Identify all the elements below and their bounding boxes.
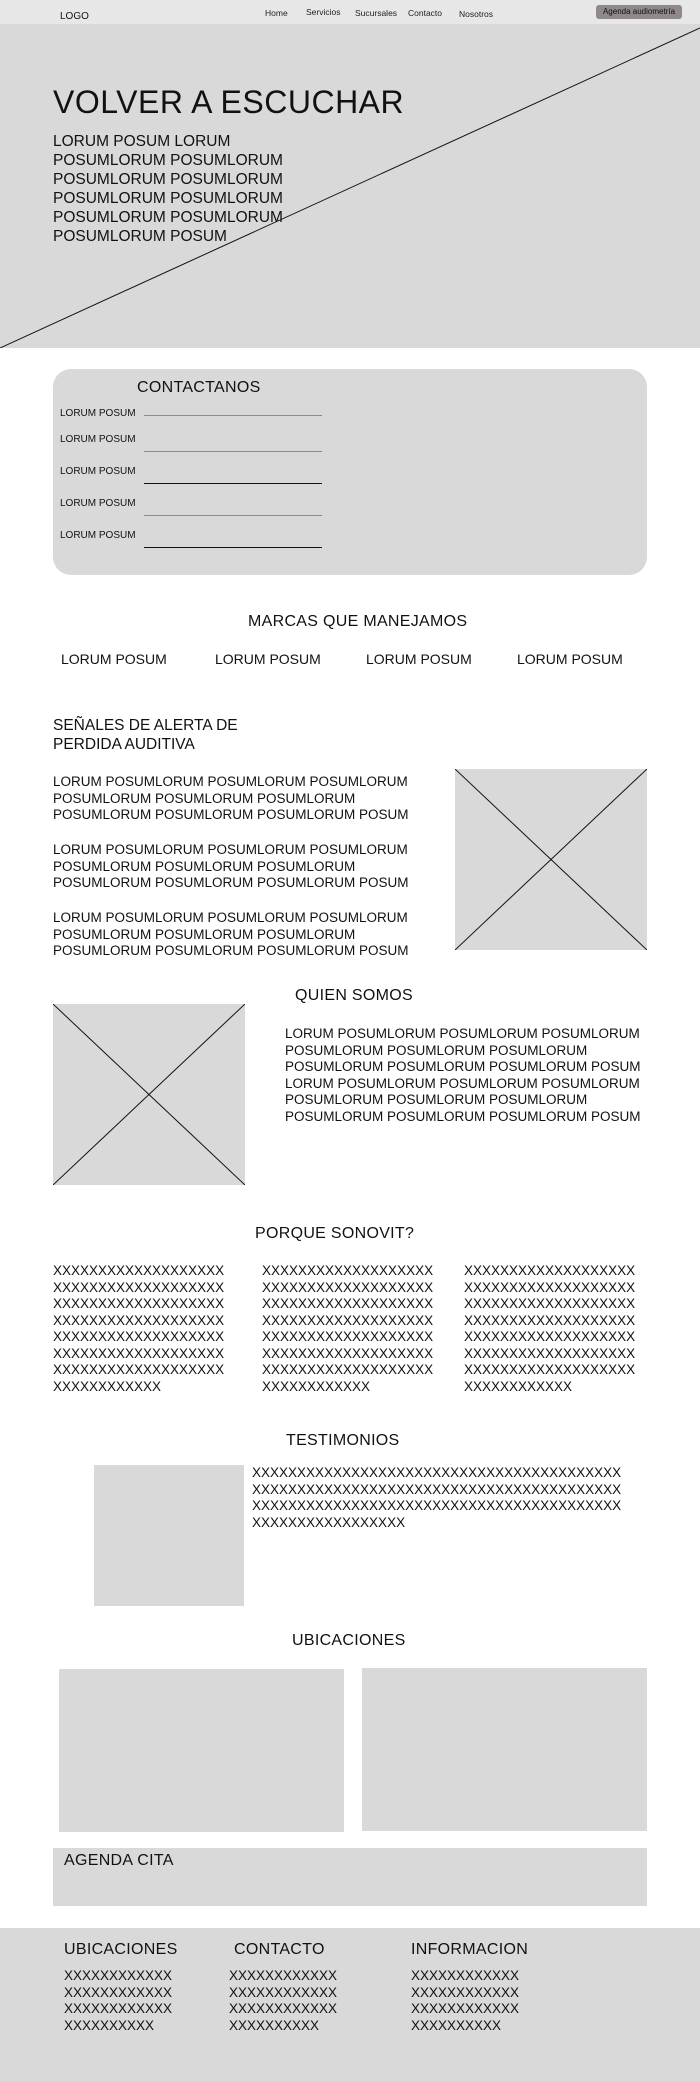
contact-field-input[interactable] <box>144 415 322 416</box>
nav-link-home[interactable]: Home <box>265 8 288 18</box>
footer-link[interactable]: XXXXXXXXXX <box>229 2017 320 2033</box>
about-image-placeholder <box>53 1004 245 1185</box>
nav-link-nosotros[interactable]: Nosotros <box>459 9 494 19</box>
hero-line: POSUMLORUM POSUMLORUM <box>53 190 283 207</box>
footer-column-title: UBICACIONES <box>64 1941 178 1958</box>
about-section-title: QUIEN SOMOS <box>295 987 413 1004</box>
footer-link[interactable]: XXXXXXXXXXXX <box>64 2001 173 2016</box>
nav-link-sucursales[interactable]: Sucursales <box>355 8 398 18</box>
testimonial-image-placeholder <box>94 1465 244 1606</box>
contact-field-input[interactable] <box>144 483 322 484</box>
contact-form-title: CONTACTANOS <box>137 379 261 396</box>
footer-column-list <box>411 1968 519 2034</box>
testimonial-text: XXXXXXXXXXXXXXXXXXXXXXXXXXXXXXXXXXXXXXXXXXXXXXXXXXXXXXXXXXXXXXXXXXXXXXXXXXXXXXXXXXXXXXXXXXXXXXXXXXXXXXXXXXXXXXXXXXXXXXXXXXXXXXXXXXXXXXXXXXXX <box>252 1465 622 1530</box>
nav-link-servicios[interactable]: Servicios <box>306 7 341 17</box>
logo[interactable]: LOGO <box>60 11 89 22</box>
contact-form-panel <box>53 369 647 575</box>
footer-link[interactable]: XXXXXXXXXXXX <box>229 2001 338 2016</box>
brand-item: LORUM POSUM <box>366 651 472 667</box>
contact-field-label: LORUM POSUM <box>60 434 136 445</box>
contact-field-input[interactable] <box>144 547 322 548</box>
alerts-image-placeholder <box>455 769 647 950</box>
why-column-text: XXXXXXXXXXXXXXXXXXXXXXXXXXXXXXXXXXXXXXXXXXXXXXXXXXXXXXXXXXXXXXXXXXXXXXXXXXXXXXXXXXXXXXXXXXXXXXXXXXXXXXXXXXXXXXXXXXXXXXXXXXXXXXXXXXXXXXXXXXXXXXXXX <box>464 1263 636 1394</box>
hero-line: POSUMLORUM POSUM <box>53 228 227 245</box>
footer-link[interactable]: XXXXXXXXXXXX <box>411 1984 520 2000</box>
footer-link[interactable]: XXXXXXXXXX <box>411 2017 502 2033</box>
hero-text <box>53 132 313 246</box>
contact-field-input[interactable] <box>144 451 322 452</box>
alerts-paragraph: LORUM POSUMLORUM POSUMLORUM POSUMLORUM POSUMLORUM POSUMLORUM POSUMLORUM POSUMLORUM POSUMLORUM POSUMLORUM POSUM <box>53 774 409 822</box>
footer-column-list <box>229 1968 337 2034</box>
hero-title: VOLVER A ESCUCHAR <box>53 84 405 120</box>
alerts-paragraph: LORUM POSUMLORUM POSUMLORUM POSUMLORUM POSUMLORUM POSUMLORUM POSUMLORUM POSUMLORUM POSUMLORUM POSUMLORUM POSUM <box>53 842 409 890</box>
agenda-audiometria-button[interactable]: Agenda audiometría <box>596 5 682 19</box>
brand-item: LORUM POSUM <box>61 651 167 667</box>
agenda-cita-label: AGENDA CITA <box>64 1852 174 1869</box>
contact-field-label: LORUM POSUM <box>60 408 136 419</box>
hero-line: POSUMLORUM POSUMLORUM <box>53 209 283 226</box>
testimonials-section-title: TESTIMONIOS <box>286 1432 400 1449</box>
footer-link[interactable]: XXXXXXXXXXXX <box>229 1984 338 2000</box>
alerts-paragraph: LORUM POSUMLORUM POSUMLORUM POSUMLORUM POSUMLORUM POSUMLORUM POSUMLORUM POSUMLORUM POSUMLORUM POSUMLORUM POSUM <box>53 910 409 958</box>
location-map-placeholder[interactable] <box>362 1668 647 1831</box>
footer-column-list <box>64 1968 172 2034</box>
image-placeholder-icon <box>53 1004 245 1185</box>
footer-link[interactable]: XXXXXXXXXX <box>64 2017 155 2033</box>
top-nav <box>0 0 700 24</box>
contact-field-label: LORUM POSUM <box>60 530 136 541</box>
about-text: LORUM POSUMLORUM POSUMLORUM POSUMLORUM POSUMLORUM POSUMLORUM POSUMLORUM POSUMLORUM POSUMLORUM POSUMLORUM POSUM LORUM POSUMLORUM POSUMLORUM POSUMLORUM POSUMLORUM POSUMLORUM POSUMLORUM POSUMLORUM POSUMLORUM POSUMLORUM POSUM <box>285 1026 641 1124</box>
locations-section-title: UBICACIONES <box>292 1632 406 1649</box>
brand-item: LORUM POSUM <box>517 651 623 667</box>
footer-link[interactable]: XXXXXXXXXXXX <box>411 2001 520 2016</box>
brands-section-title: MARCAS QUE MANEJAMOS <box>248 613 468 630</box>
footer-link[interactable]: XXXXXXXXXXXX <box>411 1968 520 1983</box>
location-map-placeholder[interactable] <box>59 1669 344 1832</box>
image-placeholder-icon <box>455 769 647 950</box>
hero-line: POSUMLORUM POSUMLORUM <box>53 152 283 169</box>
hero-line: POSUMLORUM POSUMLORUM <box>53 171 283 188</box>
contact-field-input[interactable] <box>144 515 322 516</box>
alerts-section-title: SEÑALES DE ALERTA DE PERDIDA AUDITIVA <box>53 717 238 753</box>
hero-line: LORUM POSUM LORUM <box>53 133 231 150</box>
footer-link[interactable]: XXXXXXXXXXXX <box>229 1968 338 1983</box>
footer-link[interactable]: XXXXXXXXXXXX <box>64 1968 173 1983</box>
why-section-title: PORQUE SONOVIT? <box>255 1225 415 1242</box>
why-column-text: XXXXXXXXXXXXXXXXXXXXXXXXXXXXXXXXXXXXXXXXXXXXXXXXXXXXXXXXXXXXXXXXXXXXXXXXXXXXXXXXXXXXXXXXXXXXXXXXXXXXXXXXXXXXXXXXXXXXXXXXXXXXXXXXXXXXXXXXXXXXXXXXX <box>262 1263 434 1394</box>
why-column-text: XXXXXXXXXXXXXXXXXXXXXXXXXXXXXXXXXXXXXXXXXXXXXXXXXXXXXXXXXXXXXXXXXXXXXXXXXXXXXXXXXXXXXXXXXXXXXXXXXXXXXXXXXXXXXXXXXXXXXXXXXXXXXXXXXXXXXXXXXXXXXXXXX <box>53 1263 225 1394</box>
nav-link-contacto[interactable]: Contacto <box>408 8 443 18</box>
footer-column-title: CONTACTO <box>234 1941 325 1958</box>
footer-column-title: INFORMACION <box>411 1941 529 1958</box>
footer-link[interactable]: XXXXXXXXXXXX <box>64 1984 173 2000</box>
contact-field-label: LORUM POSUM <box>60 466 136 477</box>
contact-field-label: LORUM POSUM <box>60 498 136 509</box>
brand-item: LORUM POSUM <box>215 651 321 667</box>
